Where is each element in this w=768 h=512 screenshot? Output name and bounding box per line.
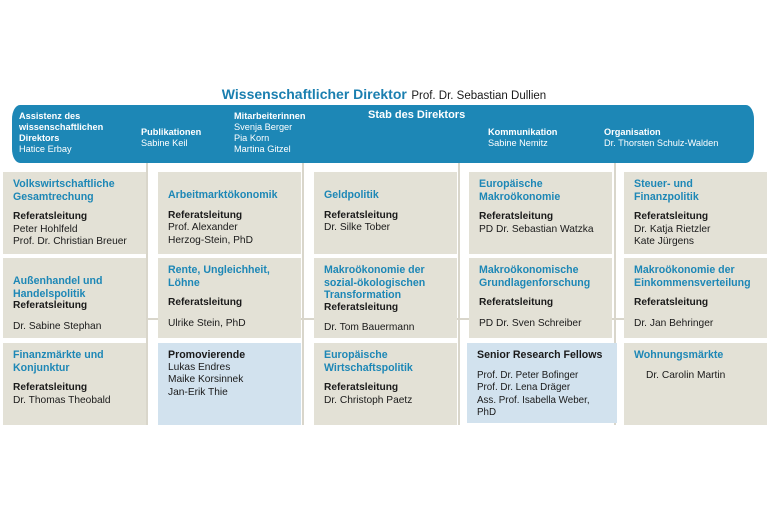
unit-title: Mitarbeiterinnen [234,111,306,121]
dept-people: Prof. Dr. Peter Bofinger Prof. Dr. Lena Dräger Ass. Prof. Isabella Weber, PhD [477,369,590,418]
stab-unit-mitarbeiterinnen [234,111,334,155]
unit-title: Publikationen [141,127,202,137]
dept-people: Peter Hohlfeld Prof. Dr. Christian Breuer [13,223,127,247]
dept-box [469,258,612,338]
dept-lead-label: Referatsleitung [479,297,554,308]
dept-box [3,172,146,254]
dept-title: Makroökonomische Grundlagenforschung [479,264,591,289]
dept-title: Arbeitmarktökonomik [168,189,278,201]
connector-vertical-3 [458,163,460,425]
dept-lead-label: Referatsleitung [13,382,88,393]
unit-title: Organisation [604,127,661,137]
dept-title: Steuer- und Finanzpolitik [634,178,699,203]
unit-people: Sabine Keil [141,138,188,148]
dept-title: Volkswirtschaftliche Gesamtrechung [13,178,115,203]
unit-people: Svenja Berger Pia Korn Martina Gitzel [234,122,293,154]
dept-lead-label: Referatsleitung [13,211,88,222]
stab-title: Stab des Direktors [368,109,466,121]
dept-lead-label: Referatsleitung [324,382,399,393]
dept-box [624,343,767,425]
dept-box [158,258,301,338]
dept-lead-label: Referatsleitung [479,211,554,222]
dept-people: Dr. Thomas Theobald [13,394,111,406]
dept-people: Dr. Sabine Stephan [13,320,102,332]
dept-people: Prof. Alexander Herzog-Stein, PhD [168,222,253,246]
dept-lead-label: Referatsleitung [324,301,399,313]
dept-lead-label: Referatsleitung [324,209,399,221]
stab-unit-assistenz [19,111,134,155]
dept-box [624,258,767,338]
dept-lead-label: Referatsleitung [168,209,243,221]
dept-lead-label: Referatsleitung [634,211,709,222]
promovierende-title: Promovierende [168,349,246,361]
dept-title: Finanzmärkte und Konjunktur [13,349,104,374]
dept-title: Außenhandel und Handelspolitik [13,275,103,300]
dept-lead-label: Referatsleitung [634,297,709,308]
dept-people: Ulrike Stein, PhD [168,317,246,329]
dept-box [314,172,457,254]
connector-vertical-2 [302,163,304,425]
promovierende-box [158,343,301,425]
dept-box [624,172,767,254]
unit-title: Kommunikation [488,127,558,137]
dept-title: Europäische Makroökonomie [479,178,561,203]
dept-people: PD Dr. Sebastian Watzka [479,223,594,235]
senior-fellows-title: Senior Research Fellows [477,349,603,361]
dept-box [469,172,612,254]
dept-people: Dr. Tom Bauermann [324,322,415,333]
director-name: Prof. Dr. Sebastian Dullien [411,90,547,102]
unit-people: Dr. Thorsten Schulz-Walden [604,138,719,148]
stab-banner [12,105,754,163]
stab-unit-organisation [604,127,749,149]
dept-title: Makroökonomie der sozial-ökologischen Transformation [324,264,426,301]
dept-box [3,343,146,425]
stab-unit-kommunikation [488,127,588,149]
unit-title: Assistenz des wissenschaftlichen Direktors [19,111,104,143]
dept-title: Rente, Ungleichheit, Löhne [168,264,270,289]
dept-box [314,258,457,338]
senior-fellows-box [467,343,617,423]
dept-title: Makroökonomie der Einkommensverteilung [634,264,751,289]
dept-box [3,258,146,338]
connector-vertical-1 [146,163,148,425]
dept-lead-label: Referatsleitung [13,300,88,311]
dept-box [158,172,301,254]
unit-people: Hatice Erbay [19,144,72,154]
dept-people: Dr. Christoph Paetz [324,394,413,406]
dept-lead-label: Referatsleitung [168,297,243,308]
director-title: Wissenschaftlicher Direktor [221,86,407,102]
dept-title: Wohnungsmärkte [634,349,724,361]
dept-people: Dr. Silke Tober [324,222,391,233]
unit-people: Sabine Nemitz [488,138,548,148]
dept-title: Geldpolitik [324,189,379,201]
dept-title: Europäische Wirtschaftspolitik [324,349,413,374]
director-heading [0,86,768,104]
dept-people: Dr. Carolin Martin [646,369,726,381]
dept-people: Lukas Endres Maike Korsinnek Jan-Erik Thie [168,361,244,398]
dept-people: Dr. Katja Rietzler Kate Jürgens [634,223,711,247]
dept-people: PD Dr. Sven Schreiber [479,317,582,329]
dept-box [314,343,457,425]
stab-unit-publikationen [141,127,231,149]
dept-people: Dr. Jan Behringer [634,317,714,329]
